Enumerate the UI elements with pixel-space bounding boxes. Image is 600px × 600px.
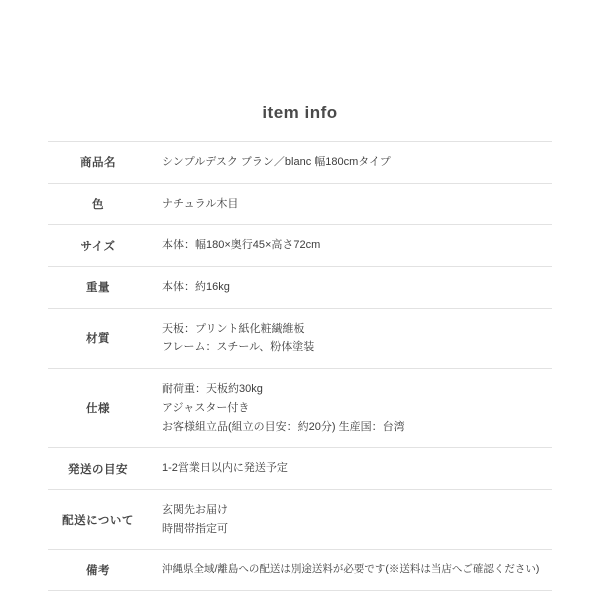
row-value bbox=[148, 448, 552, 490]
table-row bbox=[48, 448, 552, 490]
row-label: 発送の目安 bbox=[68, 463, 128, 476]
table-row bbox=[48, 183, 552, 225]
row-value-line: 玄関先お届け bbox=[162, 503, 228, 516]
row-value-line: 本体：幅180×奥行45×高さ72cm bbox=[162, 239, 321, 252]
row-value bbox=[148, 369, 552, 448]
row-value bbox=[148, 142, 552, 184]
row-value bbox=[148, 225, 552, 267]
row-value-line: お客様組立品(組立の目安：約20分) 生産国：台湾 bbox=[162, 420, 405, 433]
row-label: 商品名 bbox=[80, 157, 116, 170]
row-value-line: 本体：約16kg bbox=[162, 281, 230, 294]
row-value-line: 沖縄県全域/離島への配送は別途送料が必要です(※送料は当店へご確認ください) bbox=[162, 563, 540, 576]
row-label: 材質 bbox=[86, 333, 110, 346]
row-value-line: フレーム：スチール、粉体塗装 bbox=[162, 341, 315, 354]
row-label: 重量 bbox=[86, 282, 110, 295]
row-value-line: 1-2営業日以内に発送予定 bbox=[162, 462, 288, 475]
row-value-line: アジャスター付き bbox=[162, 401, 250, 414]
row-label: 仕様 bbox=[86, 403, 110, 416]
table-row bbox=[48, 225, 552, 267]
row-value bbox=[148, 267, 552, 309]
row-label: 配送について bbox=[62, 514, 134, 527]
table-row bbox=[48, 267, 552, 309]
row-label: サイズ bbox=[80, 240, 116, 253]
row-value bbox=[148, 308, 552, 368]
row-value-line: 耐荷重：天板約30kg bbox=[162, 383, 263, 396]
row-value-line: 天板：プリント紙化粧繊維板 bbox=[162, 322, 305, 335]
page-title: item info bbox=[262, 103, 338, 122]
row-value-line: ナチュラル木目 bbox=[162, 197, 239, 210]
table-row bbox=[48, 550, 552, 591]
specification-table bbox=[48, 141, 552, 591]
table-row bbox=[48, 489, 552, 549]
table-row bbox=[48, 369, 552, 448]
row-value bbox=[148, 489, 552, 549]
table-row bbox=[48, 142, 552, 184]
row-value-line: シンプルデスク ブラン／blanc 幅180cmタイプ bbox=[162, 156, 391, 168]
row-value bbox=[148, 183, 552, 225]
row-value bbox=[148, 550, 552, 591]
row-value-line: 時間帯指定可 bbox=[162, 522, 228, 535]
table-row bbox=[48, 308, 552, 368]
row-label: 備考 bbox=[86, 565, 110, 578]
row-label: 色 bbox=[92, 199, 104, 212]
